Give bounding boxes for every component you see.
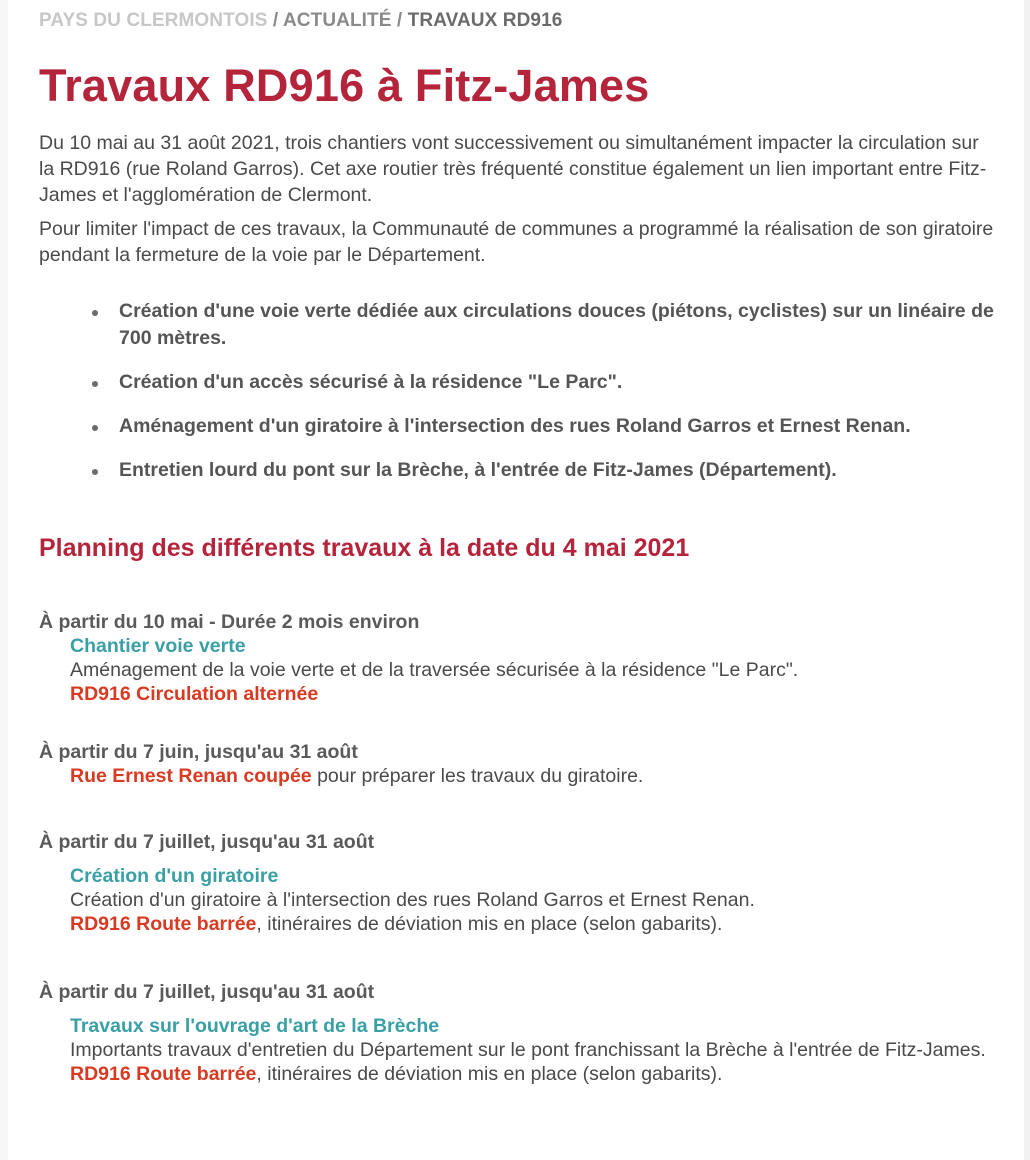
entry-status-line (39, 764, 999, 788)
breadcrumb-link-actualite[interactable]: ACTUALITÉ (282, 10, 392, 31)
entry-title: Création d'un giratoire (70, 865, 279, 887)
schedule-entry (39, 740, 999, 788)
list-item: Création d'une voie verte dédiée aux circulations douces (piétons, cyclistes) sur un linéaire de 700 mètres. (119, 298, 999, 352)
entry-status-suffix: , itinéraires de déviation mis en place (selon gabarits). (256, 913, 723, 935)
intro (39, 130, 999, 268)
schedule-entry (39, 610, 999, 706)
entry-title: Travaux sur l'ouvrage d'art de la Brèche (70, 1015, 440, 1037)
entry-description: Création d'un giratoire à l'intersection des rues Roland Garros et Ernest Renan. (70, 889, 755, 911)
entry-status-line (39, 912, 999, 936)
works-list (39, 298, 999, 484)
entry-date: À partir du 7 juillet, jusqu'au 31 août (39, 981, 375, 1003)
entry-description: Aménagement de la voie verte et de la traversée sécurisée à la résidence "Le Parc". (70, 659, 799, 681)
breadcrumb-current: TRAVAUX RD916 (407, 10, 563, 31)
page-title: Travaux RD916 à Fitz-James (39, 60, 650, 111)
list-item: Création d'un accès sécurisé à la résidence "Le Parc". (119, 369, 999, 396)
breadcrumb (39, 10, 999, 32)
entry-status: RD916 Circulation alternée (70, 683, 319, 705)
breadcrumb-separator: / (267, 10, 283, 31)
page-right-edge (1024, 0, 1030, 1160)
entry-date: À partir du 7 juillet, jusqu'au 31 août (39, 831, 375, 853)
entry-date: À partir du 10 mai - Durée 2 mois environ (39, 611, 420, 633)
schedule (39, 610, 999, 1086)
intro-paragraph: Du 10 mai au 31 août 2021, trois chantiers vont successivement ou simultanément impacter la circulation sur la RD916 (rue Roland Garros). Cet axe routier très fréquenté constitue également un lien important entre Fitz-James et l'agglomération de Clermont. (39, 132, 987, 206)
entry-date: À partir du 7 juin, jusqu'au 31 août (39, 741, 358, 763)
breadcrumb-separator: / (391, 10, 408, 31)
entry-status: RD916 Route barrée (70, 1063, 257, 1085)
entry-status-suffix: pour préparer les travaux du giratoire. (311, 765, 644, 787)
list-item: Entretien lourd du pont sur la Brèche, à l'entrée de Fitz-James (Département). (119, 457, 999, 484)
breadcrumb-link-pays-du-clermontois[interactable]: PAYS DU CLERMONTOIS (39, 10, 268, 31)
schedule-entry (39, 830, 999, 936)
entry-status: Rue Ernest Renan coupée (70, 765, 312, 787)
entry-status-line (39, 1062, 999, 1086)
article (39, 0, 999, 1086)
entry-title: Chantier voie verte (70, 635, 246, 657)
page-left-edge (0, 0, 8, 1160)
planning-heading: Planning des différents travaux à la date du 4 mai 2021 (39, 534, 690, 562)
entry-status: RD916 Route barrée (70, 913, 257, 935)
schedule-entry (39, 980, 999, 1086)
list-item: Aménagement d'un giratoire à l'intersection des rues Roland Garros et Ernest Renan. (119, 413, 999, 440)
intro-paragraph: Pour limiter l'impact de ces travaux, la Communauté de communes a programmé la réalisation de son giratoire pendant la fermeture de la voie par le Département. (39, 218, 994, 266)
entry-description: Importants travaux d'entretien du Département sur le pont franchissant la Brèche à l'entrée de Fitz-James. (70, 1039, 986, 1061)
entry-status-suffix: , itinéraires de déviation mis en place (selon gabarits). (256, 1063, 723, 1085)
